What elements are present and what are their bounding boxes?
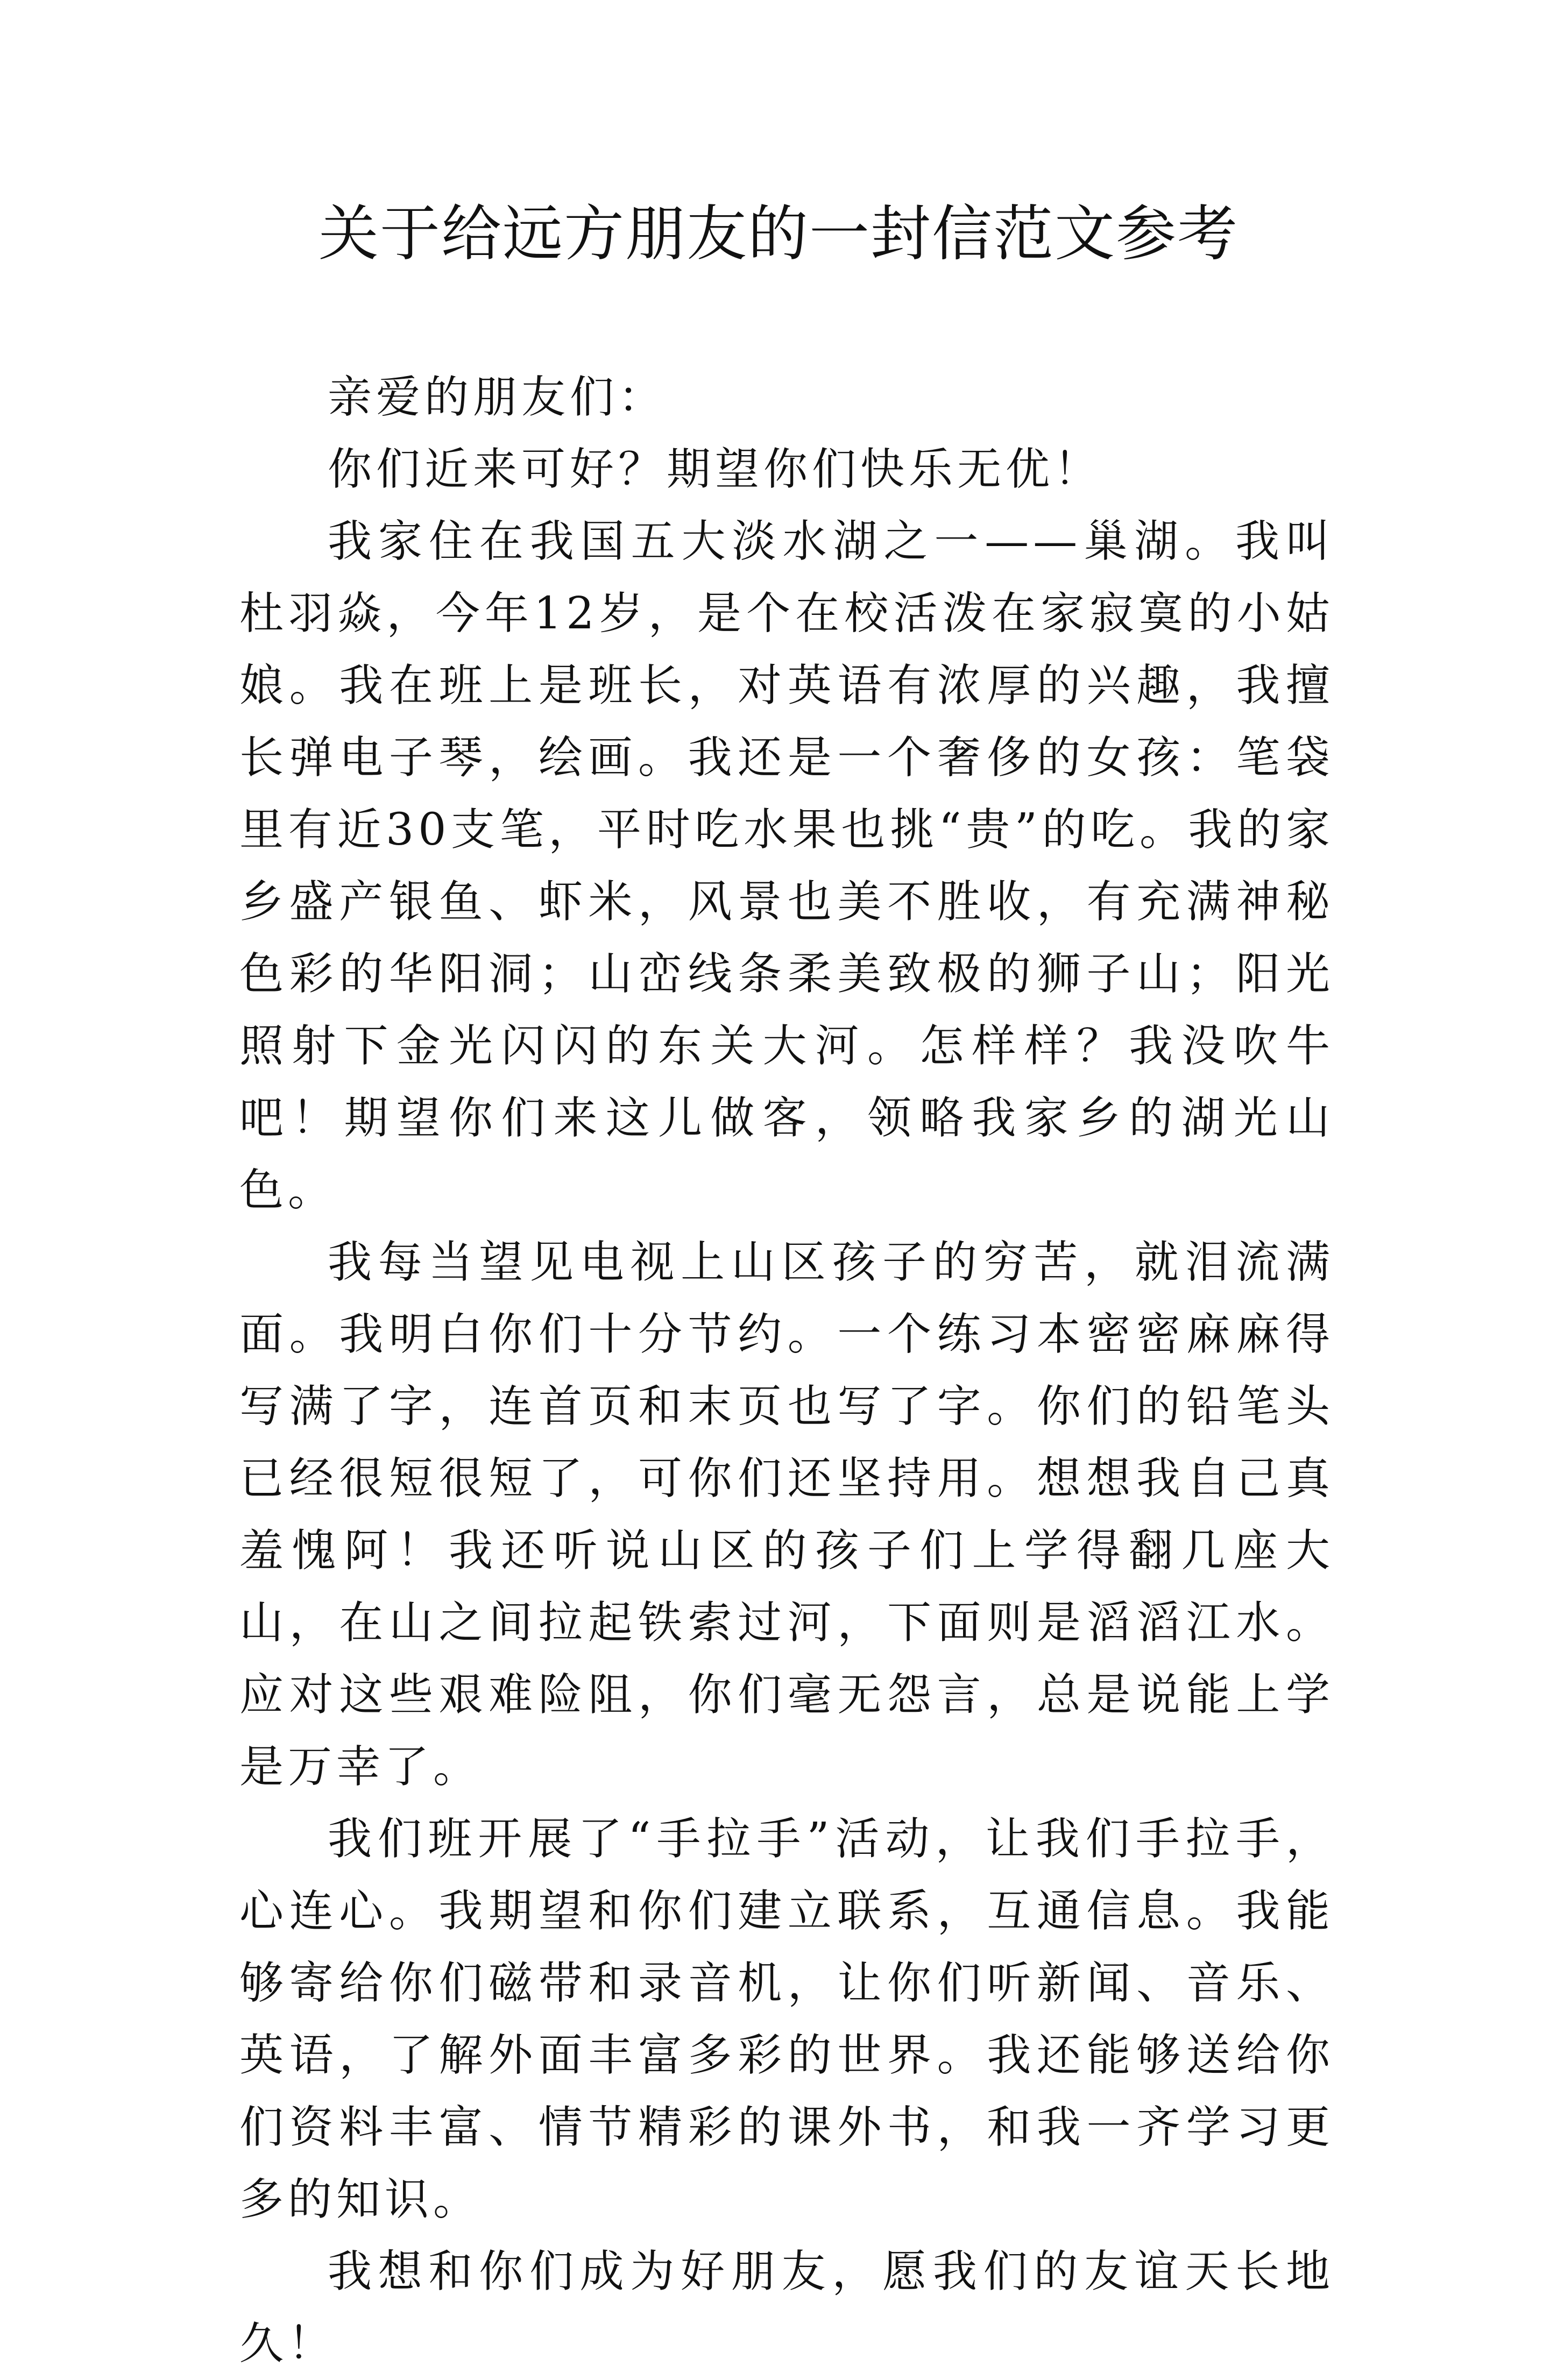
paragraph-hometown: 我家住在我国五大淡水湖之一——巢湖。我叫杜羽焱，今年12岁，是个在校活泼在家寂寞的小姑娘。我在班上是班长，对英语有浓厚的兴趣，我擅长弹电子琴，绘画。我还是一个奢侈的女孩：笔袋里有近30支笔，平时吃水果也挑“贵”的吃。我的家乡盛产银鱼、虾米，风景也美不胜收，有充满神秘色彩的华阳洞；山峦线条柔美致极的狮子山；阳光照射下金光闪闪的东关大河。怎样样？我没吹牛吧！期望你们来这儿做客，领略我家乡的湖光山色。 [239, 516, 1334, 1216]
greeting: 亲爱的朋友们： [328, 372, 667, 423]
document-title: 关于给远方朋友的一封信范文参考 [319, 199, 1238, 269]
paragraph-opening: 你们近来可好？期望你们快乐无优！ [328, 444, 1103, 495]
letter-body [239, 362, 1334, 2380]
paragraph-closing: 我想和你们成为好朋友，愿我们的友谊天长地久！ [239, 2246, 1334, 2369]
paragraph-mountain-children: 我每当望见电视上山区孩子的穷苦，就泪流满面。我明白你们十分节约。一个练习本密密麻麻得写满了字，连首页和末页也写了字。你们的铅笔头已经很短很短了，可你们还坚持用。想想我自己真羞愧阿！我还听说山区的孩子们上学得翻几座大山，在山之间拉起铁索过河，下面则是滔滔江水。应对这些艰难险阻，你们毫无怨言，总是说能上学是万幸了。 [239, 1237, 1334, 1793]
paragraph-hand-in-hand: 我们班开展了“手拉手”活动，让我们手拉手，心连心。我期望和你们建立联系，互通信息。我能够寄给你们磁带和录音机，让你们听新闻、音乐、英语，了解外面丰富多彩的世界。我还能够送给你们资料丰富、情节精彩的课外书，和我一齐学习更多的知识。 [239, 1814, 1334, 2225]
